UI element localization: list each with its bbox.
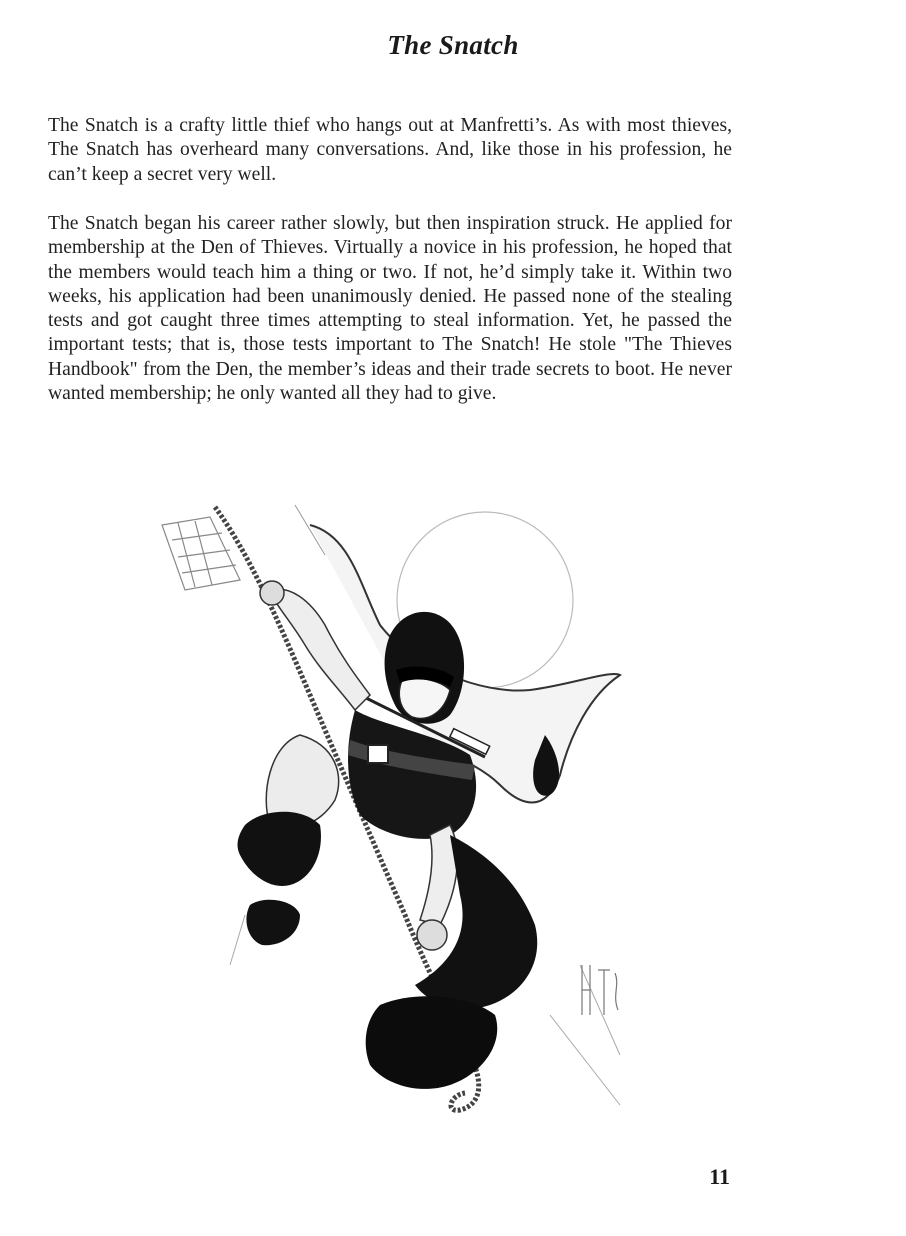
left-foot bbox=[246, 900, 300, 945]
paragraph-intro: The Snatch is a crafty little thief who hangs out at Manfretti’s. As with most thieves, The Snatch has overheard many conversations. And, like those in his profession, he can’t keep a secret very well. bbox=[48, 115, 732, 185]
belt-buckle bbox=[368, 745, 388, 763]
paragraph-career: The Snatch began his career rather slowly, but then inspiration struck. He applied for membership at the Den of Thieves. Virtually a novice in his profession, he hoped that the members would teach him a thing or two. If not, he’d simply take it. Within two weeks, his application had been unanimously denied. He passed none of the stealing tests and got caught three times attempting to steal information. Yet, he passed the important tests; that is, those tests important to The Snatch! He stole "The Thieves Handbook" from the Den, the member’s ideas and their trade secrets to boot. He never wanted membership; he only wanted all they had to give. bbox=[48, 213, 732, 405]
lower-hand bbox=[417, 920, 447, 950]
page-number: 11 bbox=[709, 1164, 730, 1189]
raised-hand bbox=[260, 581, 284, 605]
thief-illustration bbox=[150, 495, 640, 1120]
page-title: The Snatch bbox=[387, 30, 519, 60]
grappling-hook bbox=[162, 517, 240, 590]
left-boot bbox=[238, 812, 321, 886]
artist-signature bbox=[582, 965, 618, 1015]
